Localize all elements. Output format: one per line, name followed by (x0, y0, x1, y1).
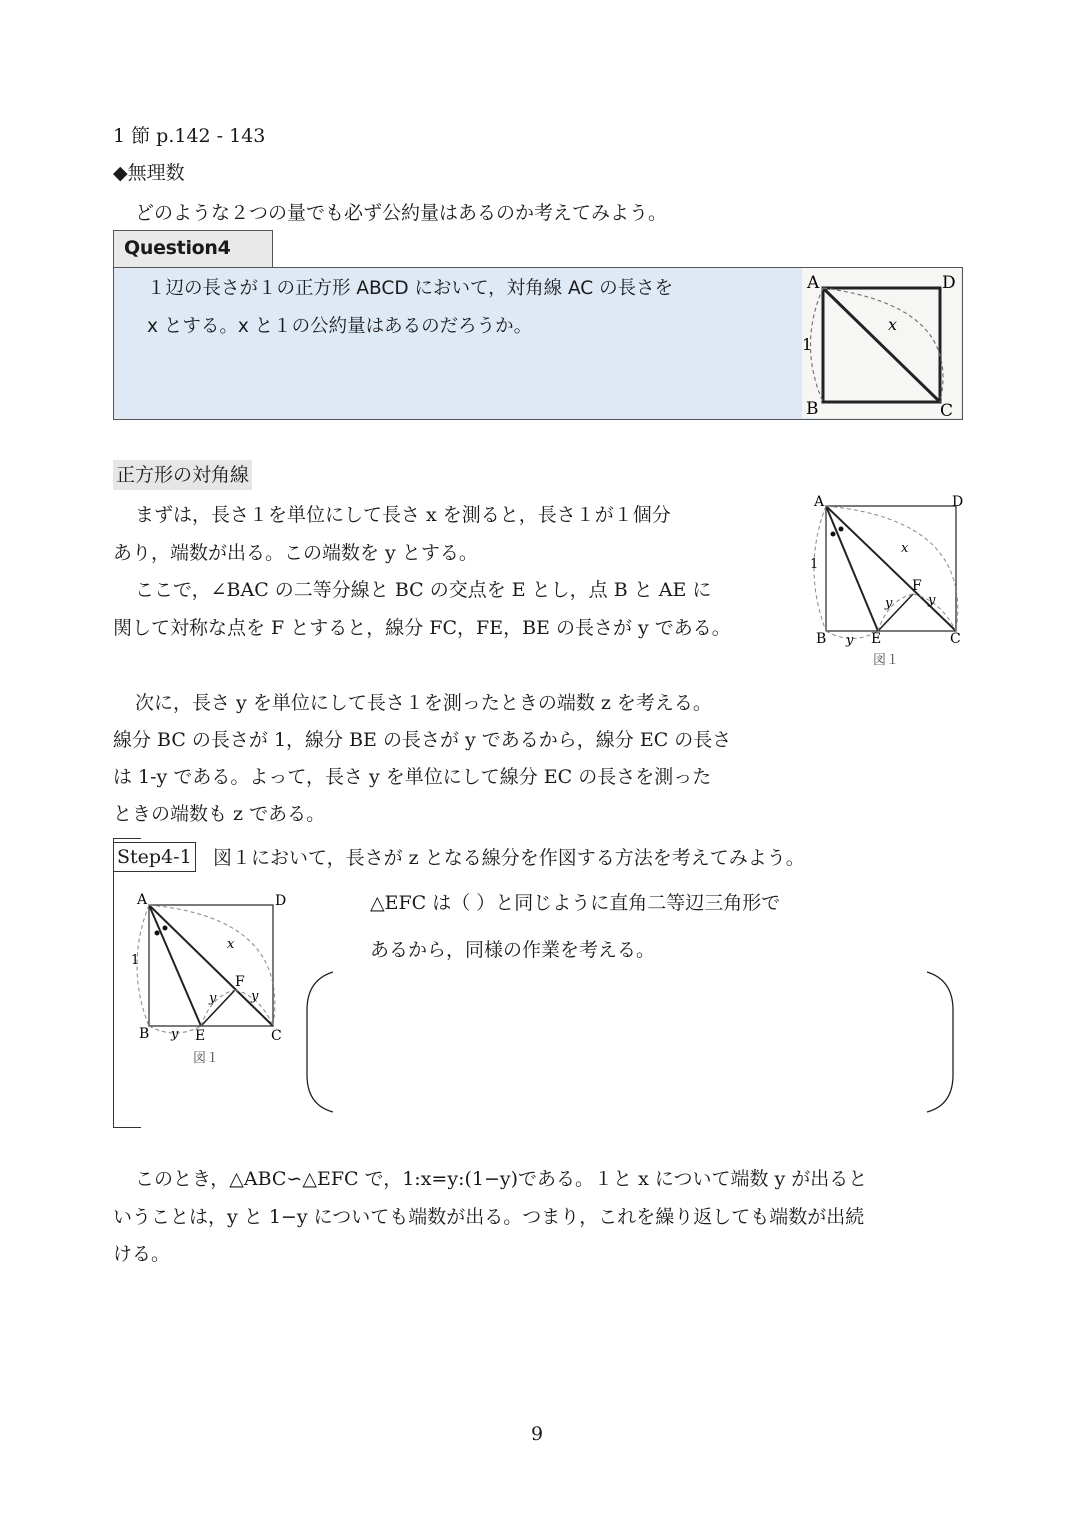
bisector-ae (826, 506, 878, 631)
diagonal-ac (823, 288, 940, 402)
figure-caption: 図１ (193, 1051, 220, 1066)
angle-dot-1 (155, 931, 160, 936)
angle-dot-1 (831, 532, 836, 537)
question-tab-label: Question4 (124, 237, 231, 259)
bisector-ae (149, 905, 201, 1026)
step-text-2: あるから，同様の作業を考える。 (370, 939, 656, 961)
paragraph-2-line-3: は 1-y である。よって，長さ y を単位にして線分 EC の長さを測った (113, 766, 712, 788)
left-paren (307, 972, 333, 1112)
paragraph-1-line-3: ここで，∠BAC の二等分線と BC の交点を E とし，点 B と AE に (135, 579, 712, 601)
question-line-1: １辺の長さが１の正方形 ABCD において，対角線 AC の長さを (147, 278, 674, 299)
label-y-be: y (171, 1027, 179, 1042)
segment-ef (201, 990, 235, 1026)
label-one: 1 (802, 335, 813, 354)
label-y-be: y (846, 633, 854, 648)
vertex-e: E (871, 631, 882, 647)
paragraph-1-line-4: 関して対称な点を F とすると，線分 FC，FE，BE の長さが y である。 (113, 617, 731, 639)
vertex-c: C (940, 401, 954, 418)
question-line-2: x とする。x と１の公約量はあるのだろうか。 (147, 316, 533, 337)
conclusion-line-3: ける。 (113, 1243, 171, 1265)
paragraph-2-line-1: 次に，長さ y を単位にして長さ１を測ったときの端数 z を考える。 (135, 692, 712, 714)
label-y-fc: y (251, 989, 259, 1004)
intro-text: どのような２つの量でも必ず公約量はあるのか考えてみよう。 (135, 202, 668, 224)
paragraph-2-line-4: ときの端数も z である。 (113, 803, 326, 825)
vertex-f: F (235, 974, 245, 990)
label-x: x (901, 541, 909, 556)
label-one: 1 (131, 953, 140, 968)
question-tab (113, 230, 273, 267)
step-prompt: 図１において，長さが z となる線分を作図する方法を考えてみよう。 (213, 847, 805, 869)
segment-ef (878, 594, 913, 631)
angle-dot-2 (839, 527, 844, 532)
label-one: 1 (810, 557, 819, 572)
figure-1-left (125, 888, 295, 1073)
vertex-d: D (942, 273, 956, 293)
figure-caption: 図１ (873, 653, 900, 668)
vertex-b: B (816, 631, 827, 647)
vertex-f: F (912, 578, 922, 594)
answer-area[interactable] (305, 970, 955, 1115)
conclusion-line-2: いうことは，y と 1−y についても端数が出る。つまり，これを繰り返しても端数が出続 (113, 1206, 865, 1228)
vertex-e: E (195, 1028, 206, 1044)
vertex-d: D (952, 494, 964, 510)
figure-1-right (808, 490, 968, 670)
label-x: x (227, 937, 235, 952)
paragraph-1-line-2: あり，端数が出る。この端数を y とする。 (113, 542, 478, 564)
vertex-c: C (271, 1028, 282, 1044)
step-text-1: △EFC は（ ）と同じように直角二等辺三角形で (370, 892, 781, 914)
right-paren (927, 972, 953, 1112)
vertex-b: B (139, 1026, 150, 1042)
diagonal-ac (149, 905, 273, 1026)
page-number: 9 (531, 1423, 544, 1445)
label-x: x (888, 315, 898, 334)
conclusion-line-1: このとき，△ABC∽△EFC で，1:x=y:(1−y)である。１と x について端数 y が出ると (135, 1168, 868, 1190)
topic-heading: ◆無理数 (113, 162, 185, 184)
paragraph-1-line-1: まずは，長さ１を単位にして長さ x を測ると，長さ１が１個分 (135, 504, 671, 526)
vertex-a: A (807, 273, 820, 293)
section-label: 正方形の対角線 (113, 460, 252, 490)
label-y-ef: y (885, 596, 893, 611)
diagonal-ac (826, 506, 956, 631)
label-y-ef: y (209, 991, 217, 1006)
paragraph-2-line-2: 線分 BC の長さが 1，線分 BE の長さが y であるから，線分 EC の長さ (113, 729, 732, 751)
vertex-b: B (806, 399, 819, 418)
vertex-a: A (137, 892, 148, 908)
vertex-d: D (275, 893, 287, 909)
square-diagonal-figure (802, 268, 961, 418)
vertex-c: C (950, 631, 961, 647)
section-heading: 1 節 p.142 - 143 (113, 125, 266, 147)
step-label: Step4-1 (113, 842, 196, 872)
angle-dot-2 (163, 926, 168, 931)
arc-1 (811, 288, 824, 402)
vertex-a: A (814, 494, 825, 510)
label-y-fc: y (928, 593, 936, 608)
